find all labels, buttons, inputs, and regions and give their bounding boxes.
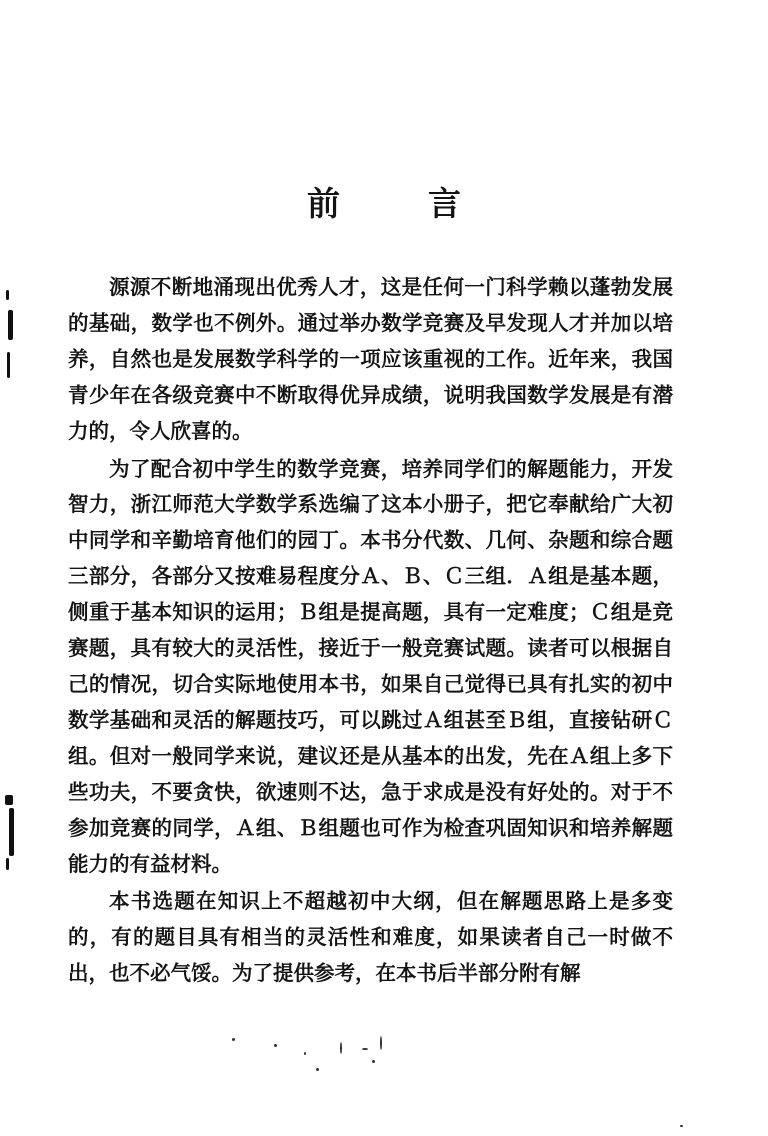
preface-body xyxy=(68,270,673,992)
paragraph-2: 为了配合初中学生的数学竞赛，培养同学们的解题能力，开发智力，浙江师范大学数学系选编了这本小册子，把它奉献给广大初中同学和辛勤培育他们的园丁。本书分代数、几何、杂题和综合题三部分，各部分又按难易程度分Ａ、Ｂ、Ｃ三组．Ａ组是基本题，侧重于基本知识的运用；Ｂ组是提高题，具有一定难度；Ｃ组是竞赛题，具有较大的灵活性，接近于一般竞赛试题。读者可以根据自己的情况，切合实际地使用本书，如果自己觉得已具有扎实的初中数学基础和灵活的解题技巧，可以跳过Ａ组甚至Ｂ组，直接钻研Ｃ组。但对一般同学来说，建议还是从基本的出发，先在Ａ组上多下些功夫，不要贪快，欲速则不达，急于求成是没有好处的。对于不参加竞赛的同学，Ａ组、Ｂ组题也可作为检查巩固知识和培养解题能力的有益材料。 xyxy=(68,456,673,876)
paragraph-3: 本书选题在知识上不超越初中大纲，但在解题思路上是多变的，有的题目具有相当的灵活性和难度，如果读者自己一时做不出，也不必气馁。为了提供参考，在本书后半部分附有解 xyxy=(68,889,673,986)
scan-speck xyxy=(680,1125,683,1127)
paragraph-1: 源源不断地涌现出优秀人才，这是任何一门科学赖以蓬勃发展的基础，数学也不例外。通过举办数学竞赛及早发现人才并加以培养，自然也是发展数学科学的一项应该重视的工作。近年来，我国青少年在各级竞赛中不断取得优异成绩，说明我国数学发展是有潜力的，令人欣喜的。 xyxy=(68,275,673,443)
page-title xyxy=(0,178,768,225)
title-char-2: 言 xyxy=(428,184,461,223)
scan-smudge xyxy=(222,1030,402,1085)
title-char-1: 前 xyxy=(307,184,340,223)
